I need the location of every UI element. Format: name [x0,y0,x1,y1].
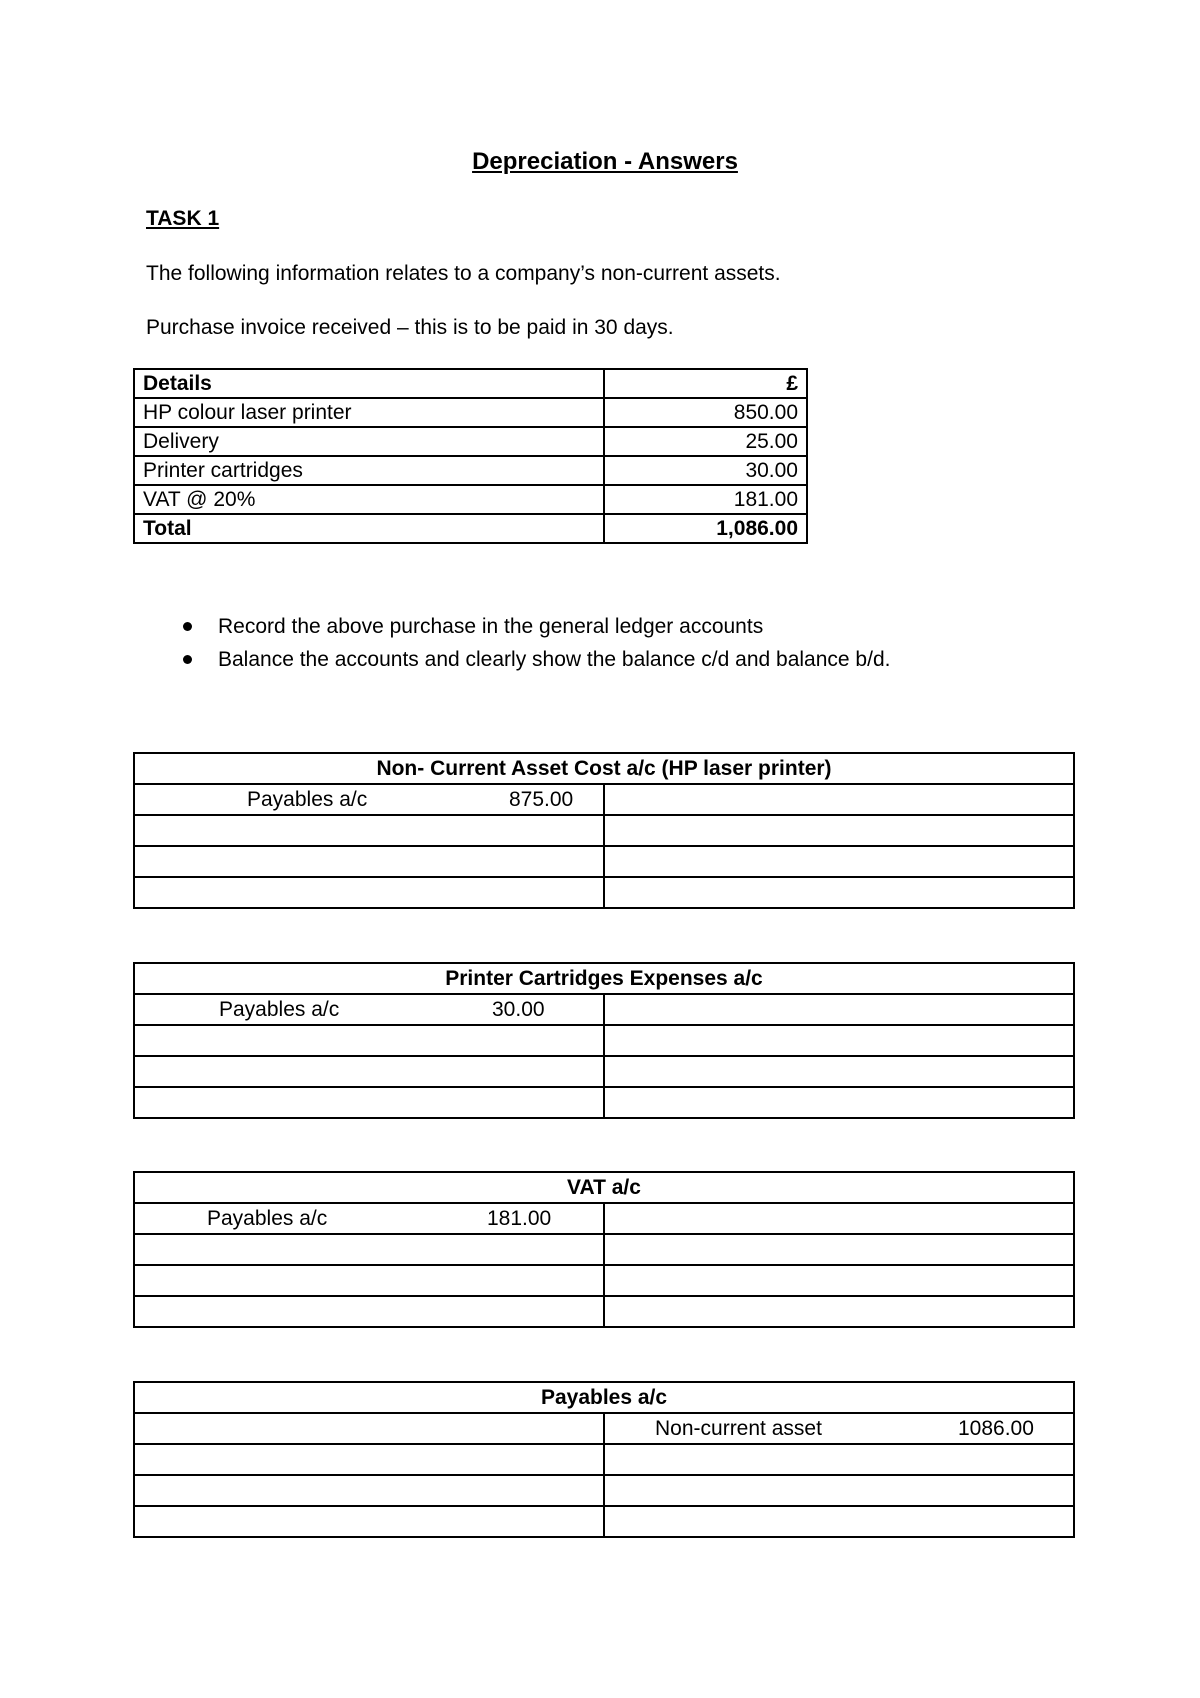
ledger-payables [133,1381,1075,1538]
bullet-icon [183,655,192,664]
ledger-entry-value: 875.00 [509,788,574,811]
invoice-total-desc: Total [134,514,604,543]
ledger-entry-name: Payables a/c [247,788,368,811]
ledger-debit-cell [134,1025,604,1056]
ledger-title: Payables a/c [134,1382,1074,1413]
ledger-title: Printer Cartridges Expenses a/c [134,963,1074,994]
invoice-total-row [134,514,807,543]
ledger-debit-cell [134,1265,604,1296]
ledger-debit-cell [134,1234,604,1265]
ledger-credit-cell [604,1265,1074,1296]
invoice-row-amount: 850.00 [604,398,807,427]
ledger-debit-cell [134,846,604,877]
ledger-debit-cell [134,1444,604,1475]
ledger-debit-cell [134,1056,604,1087]
ledger-entry-value: 1086.00 [958,1417,1034,1440]
invoice-row [134,456,807,485]
ledger-credit-cell [604,815,1074,846]
instruction-item [218,610,890,643]
invoice-row [134,485,807,514]
ledger-credit-cell [604,1025,1074,1056]
instruction-text: Record the above purchase in the general ledger accounts [218,615,764,638]
ledger-entry-name: Payables a/c [219,998,340,1021]
ledger-debit-cell [134,1475,604,1506]
ledger-debit-cell [134,784,604,815]
invoice-table [133,368,808,544]
invoice-header-desc: Details [134,369,604,398]
invoice-row-amount: 30.00 [604,456,807,485]
ledger-vat [133,1171,1075,1328]
ledger-debit-cell [134,1413,604,1444]
task-heading: TASK 1 [146,207,220,230]
ledger-entry-value: 181.00 [487,1207,552,1230]
bullet-icon [183,622,192,631]
ledger-credit-cell [604,1203,1074,1234]
ledger-credit-cell [604,1234,1074,1265]
ledger-credit-cell [604,1296,1074,1327]
ledger-title: VAT a/c [134,1172,1074,1203]
invoice-row-amount: 181.00 [604,485,807,514]
ledger-credit-cell [604,1056,1074,1087]
ledger-debit-cell [134,815,604,846]
invoice-note: Purchase invoice received – this is to be paid in 30 days. [146,316,674,339]
ledger-debit-cell [134,1296,604,1327]
invoice-row-amount: 25.00 [604,427,807,456]
ledger-credit-cell [604,1413,1074,1444]
instruction-text: Balance the accounts and clearly show the balance c/d and balance b/d. [218,648,891,671]
ledger-credit-cell [604,784,1074,815]
ledger-printer-cartridges [133,962,1075,1119]
instruction-item [218,643,890,676]
ledger-credit-cell [604,1444,1074,1475]
invoice-row-desc: Printer cartridges [134,456,604,485]
ledger-title: Non- Current Asset Cost a/c (HP laser printer) [134,753,1074,784]
ledger-non-current-asset-cost [133,752,1075,909]
ledger-entry-name: Non-current asset [655,1417,822,1440]
ledger-debit-cell [134,1506,604,1537]
invoice-row-desc: Delivery [134,427,604,456]
ledger-debit-cell [134,1087,604,1118]
ledger-entry-value: 30.00 [492,998,545,1021]
invoice-total-amount: 1,086.00 [604,514,807,543]
ledger-debit-cell [134,1203,604,1234]
ledger-entry-name: Payables a/c [207,1207,328,1230]
invoice-row [134,427,807,456]
invoice-header-row [134,369,807,398]
ledger-credit-cell [604,1475,1074,1506]
ledger-credit-cell [604,846,1074,877]
ledger-debit-cell [134,877,604,908]
invoice-row [134,398,807,427]
ledger-credit-cell [604,877,1074,908]
ledger-credit-cell [604,994,1074,1025]
intro-text: The following information relates to a company’s non-current assets. [146,262,781,285]
ledger-credit-cell [604,1506,1074,1537]
ledger-debit-cell [134,994,604,1025]
invoice-row-desc: VAT @ 20% [134,485,604,514]
invoice-row-desc: HP colour laser printer [134,398,604,427]
ledger-credit-cell [604,1087,1074,1118]
page-title: Depreciation - Answers [472,148,738,175]
instruction-list [218,610,890,676]
invoice-header-amount: £ [604,369,807,398]
